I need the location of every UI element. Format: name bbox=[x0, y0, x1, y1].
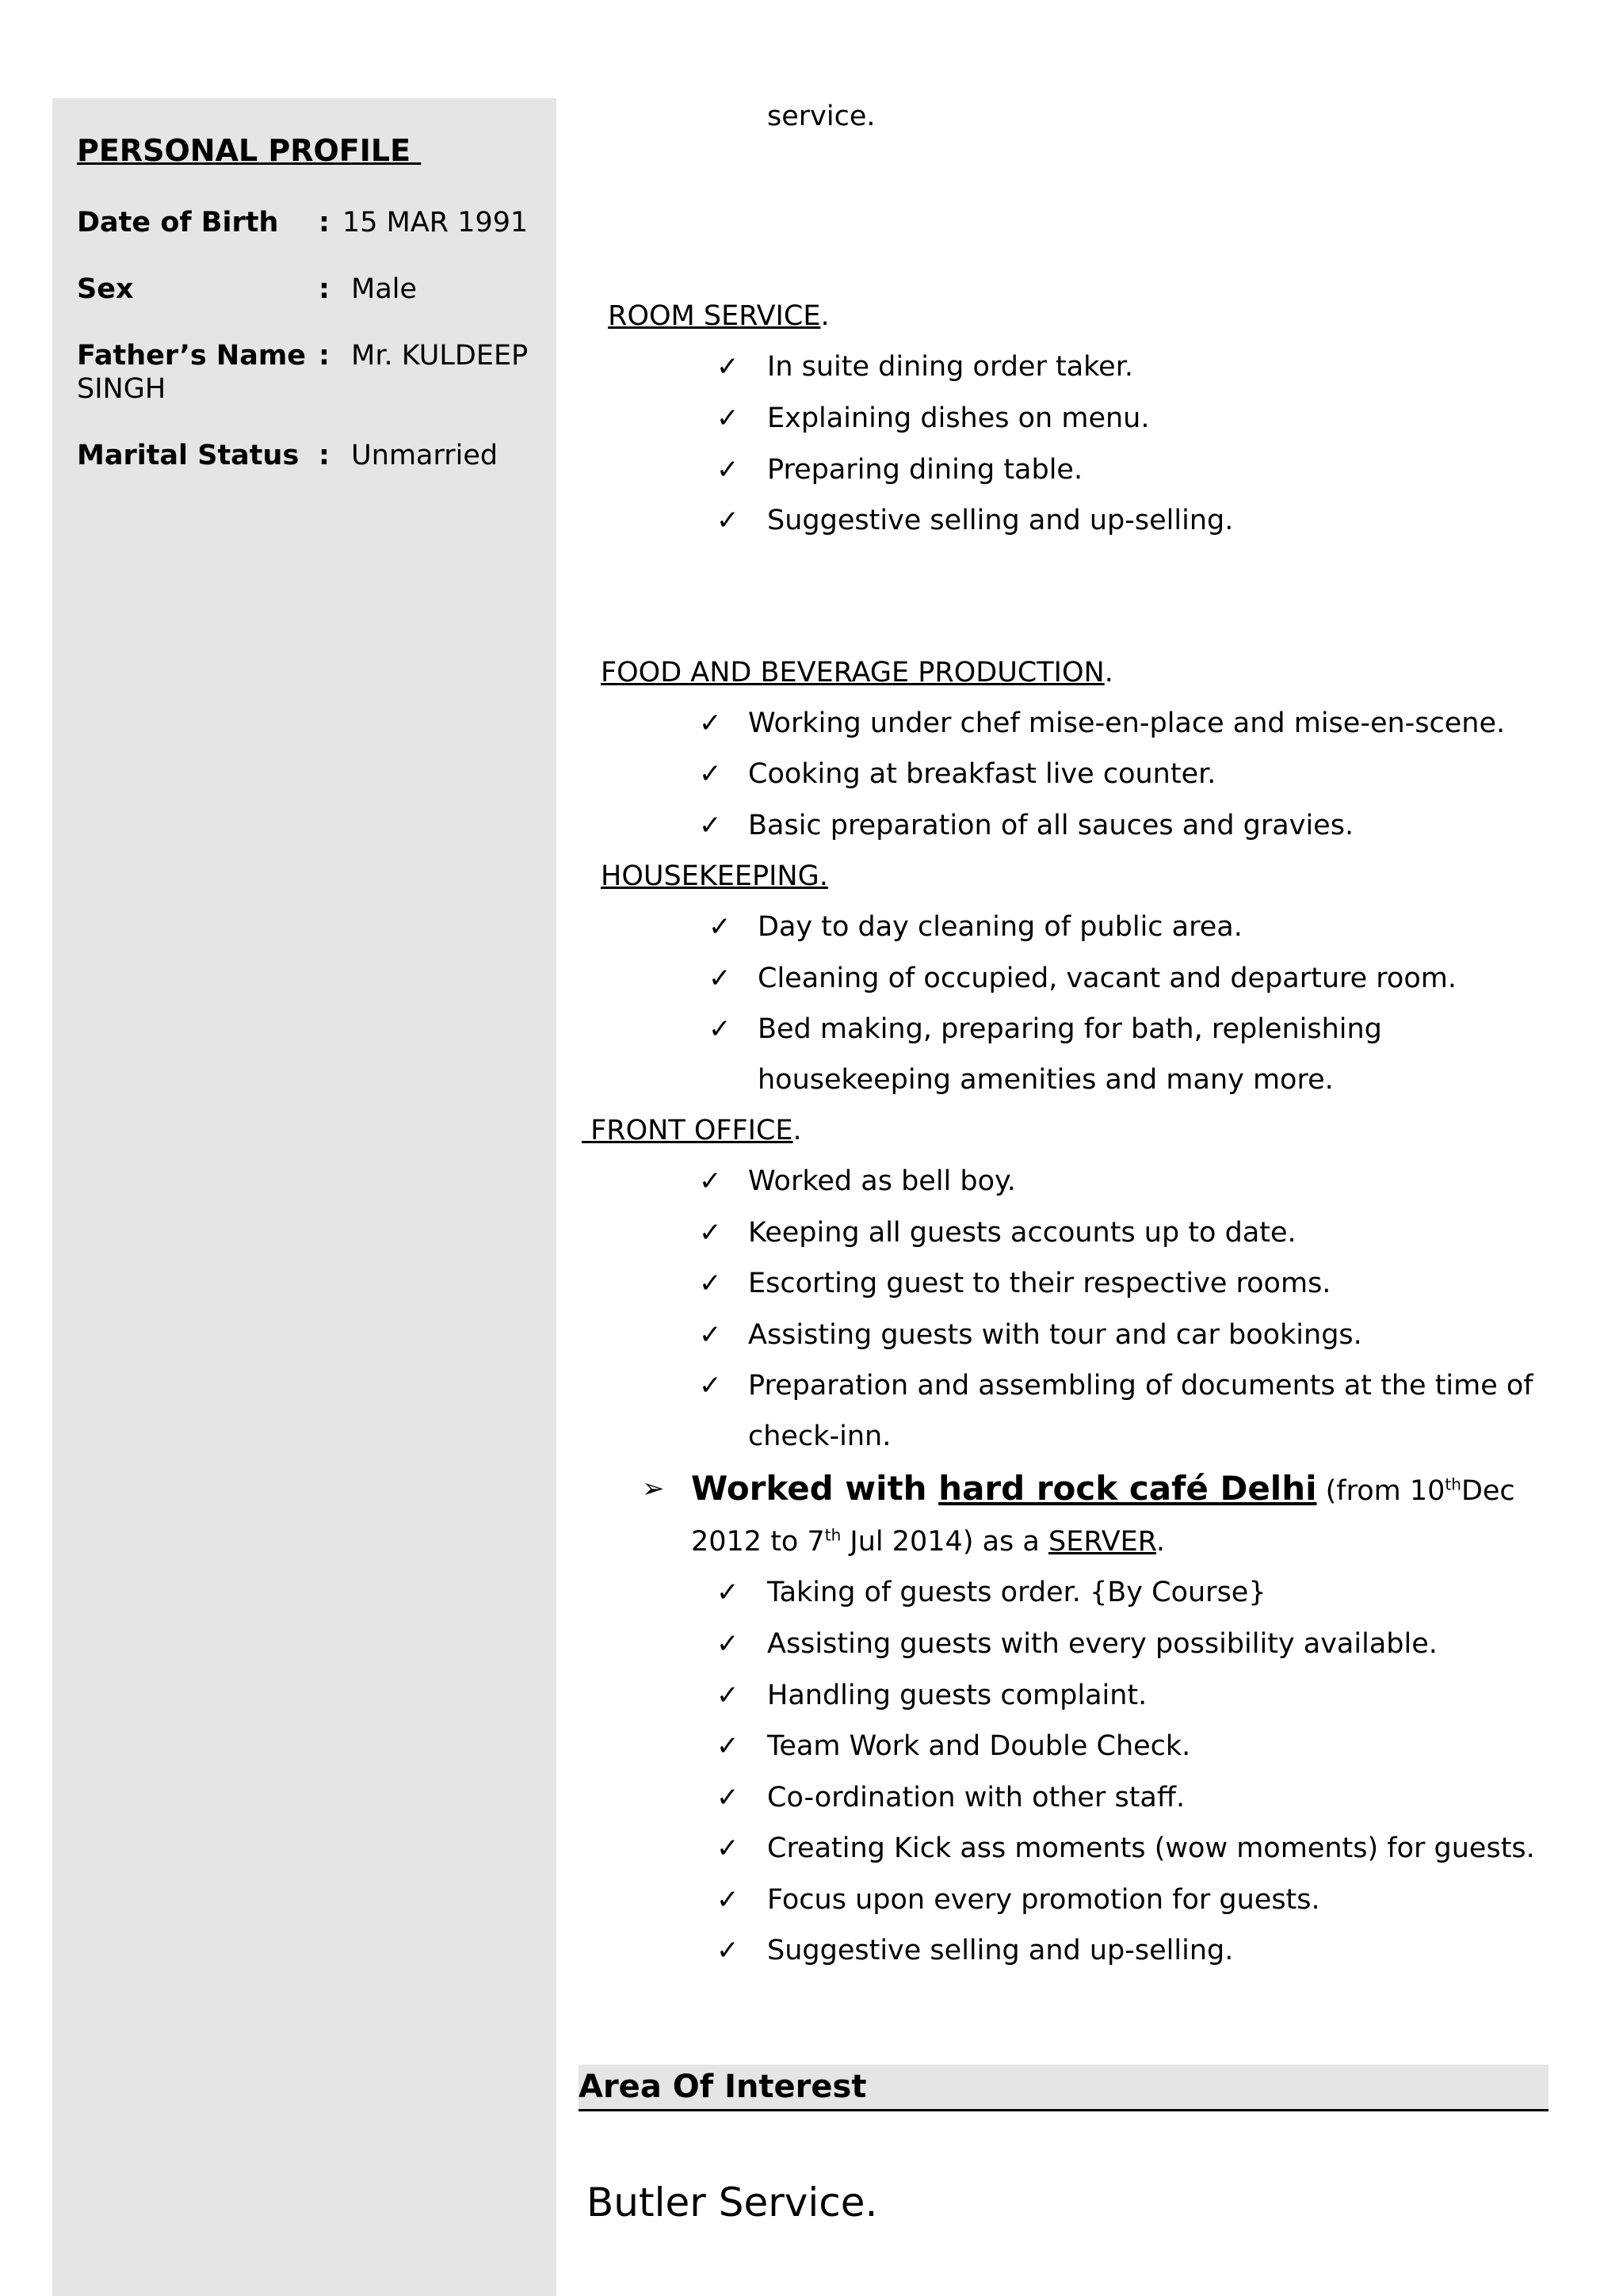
check-icon: ✓ bbox=[716, 1680, 739, 1711]
sex-value: Male bbox=[351, 273, 418, 305]
housekeeping-item: housekeeping amenities and many more. bbox=[758, 1064, 1334, 1096]
check-icon: ✓ bbox=[716, 1730, 739, 1762]
job-item: Assisting guests with every possibility available. bbox=[767, 1628, 1438, 1660]
housekeeping-item: Bed making, preparing for bath, replenishing bbox=[758, 1013, 1382, 1045]
housekeeping-item: Cleaning of occupied, vacant and departure room. bbox=[758, 963, 1457, 994]
check-icon: ✓ bbox=[699, 1370, 722, 1402]
front-office-tail: . bbox=[792, 1115, 802, 1146]
job-to-sup: th bbox=[824, 1525, 842, 1545]
check-icon: ✓ bbox=[708, 911, 731, 943]
fnb-item: Basic preparation of all sauces and gravies. bbox=[748, 810, 1354, 841]
personal-profile-heading: PERSONAL PROFILE bbox=[77, 133, 422, 168]
room-service-item: In suite dining order taker. bbox=[767, 351, 1134, 383]
father-name-value-cont: SINGH bbox=[77, 373, 166, 405]
check-icon: ✓ bbox=[716, 1935, 739, 1966]
job-item: Team Work and Double Check. bbox=[767, 1730, 1191, 1762]
job-item: Handling guests complaint. bbox=[767, 1680, 1148, 1711]
job-from-post: Dec bbox=[1461, 1475, 1515, 1507]
room-service-heading bbox=[599, 299, 830, 333]
job-item: Co-ordination with other staff. bbox=[767, 1782, 1186, 1814]
fnb-tail: . bbox=[1104, 657, 1113, 688]
job-to-post: Jul 2014) as a bbox=[841, 1526, 1048, 1558]
fnb-title: FOOD AND BEVERAGE PRODUCTION bbox=[601, 657, 1105, 688]
front-office-item: Worked as bell boy. bbox=[748, 1165, 1016, 1197]
check-icon: ✓ bbox=[716, 1577, 739, 1608]
housekeeping-heading: HOUSEKEEPING. bbox=[601, 860, 828, 892]
front-office-item: Assisting guests with tour and car bookings. bbox=[748, 1319, 1362, 1351]
arrow-bullet-icon: ➢ bbox=[642, 1473, 665, 1505]
check-icon: ✓ bbox=[699, 1165, 722, 1197]
dob-value: 15 MAR 1991 bbox=[342, 207, 529, 238]
check-icon: ✓ bbox=[699, 758, 722, 790]
job-role-tail: . bbox=[1155, 1526, 1165, 1558]
fnb-item: Cooking at breakfast live counter. bbox=[748, 758, 1216, 790]
check-icon: ✓ bbox=[716, 454, 739, 486]
job-company: hard rock café Delhi bbox=[938, 1469, 1317, 1508]
sex-row bbox=[77, 273, 544, 306]
check-icon: ✓ bbox=[699, 1268, 722, 1299]
check-icon: ✓ bbox=[699, 810, 722, 841]
front-office-heading bbox=[582, 1114, 802, 1147]
room-service-tail: . bbox=[820, 300, 830, 332]
marital-status-row bbox=[77, 439, 544, 472]
job-item: Focus upon every promotion for guests. bbox=[767, 1884, 1320, 1916]
check-icon: ✓ bbox=[699, 707, 722, 739]
check-icon: ✓ bbox=[708, 963, 731, 994]
check-icon: ✓ bbox=[716, 1628, 739, 1660]
dob-label: Date of Birth bbox=[77, 207, 279, 238]
room-service-item: Suggestive selling and up-selling. bbox=[767, 505, 1234, 536]
job-line-1 bbox=[691, 1469, 1515, 1511]
fnb-item: Working under chef mise-en-place and mise-en-scene. bbox=[748, 707, 1506, 739]
front-office-item: Preparation and assembling of documents at the time of bbox=[748, 1370, 1533, 1402]
front-office-item: Escorting guest to their respective rooms. bbox=[748, 1268, 1331, 1299]
check-icon: ✓ bbox=[716, 351, 739, 383]
area-of-interest-item: Butler Service. bbox=[586, 2180, 878, 2225]
job-item: Taking of guests order. {By Course} bbox=[767, 1577, 1266, 1608]
marital-status-sep: : bbox=[319, 440, 330, 471]
fnb-heading bbox=[601, 656, 1113, 689]
service-fragment: service. bbox=[767, 101, 876, 132]
job-line-2 bbox=[691, 1525, 1165, 1558]
sex-label: Sex bbox=[77, 273, 134, 305]
check-icon: ✓ bbox=[699, 1319, 722, 1351]
job-item: Suggestive selling and up-selling. bbox=[767, 1935, 1234, 1966]
dob-sep: : bbox=[319, 207, 330, 238]
job-to-pre: 2012 to 7 bbox=[691, 1526, 825, 1558]
room-service-item: Explaining dishes on menu. bbox=[767, 402, 1150, 434]
father-name-sep: : bbox=[319, 340, 330, 372]
sex-sep: : bbox=[319, 273, 330, 305]
job-role: SERVER bbox=[1048, 1526, 1156, 1558]
check-icon: ✓ bbox=[716, 1884, 739, 1916]
check-icon: ✓ bbox=[708, 1013, 731, 1045]
father-name-row bbox=[77, 339, 544, 406]
front-office-item: check-inn. bbox=[748, 1421, 892, 1452]
job-lead: Worked with bbox=[691, 1469, 939, 1508]
check-icon: ✓ bbox=[716, 1782, 739, 1814]
check-icon: ✓ bbox=[699, 1217, 722, 1249]
marital-status-label: Marital Status bbox=[77, 440, 300, 471]
dob-row bbox=[77, 206, 544, 239]
room-service-title: ROOM SERVICE bbox=[608, 300, 821, 332]
check-icon: ✓ bbox=[716, 1833, 739, 1864]
front-office-title bbox=[582, 1115, 793, 1146]
check-icon: ✓ bbox=[716, 402, 739, 434]
check-icon: ✓ bbox=[716, 505, 739, 536]
front-office-item: Keeping all guests accounts up to date. bbox=[748, 1217, 1296, 1249]
father-name-label: Father’s Name bbox=[77, 340, 307, 372]
housekeeping-item: Day to day cleaning of public area. bbox=[758, 911, 1243, 943]
room-service-item: Preparing dining table. bbox=[767, 454, 1083, 486]
marital-status-value: Unmarried bbox=[351, 440, 498, 471]
job-from-pre: (from 10 bbox=[1325, 1475, 1445, 1507]
area-of-interest-heading: Area Of Interest bbox=[579, 2069, 867, 2105]
father-name-value: Mr. KULDEEP bbox=[351, 340, 529, 372]
job-from-sup: th bbox=[1445, 1474, 1461, 1494]
job-item: Creating Kick ass moments (wow moments) for guests. bbox=[767, 1833, 1535, 1864]
front-office-title-text: FRONT OFFICE bbox=[590, 1115, 793, 1146]
profile-sidebar bbox=[52, 98, 556, 2296]
